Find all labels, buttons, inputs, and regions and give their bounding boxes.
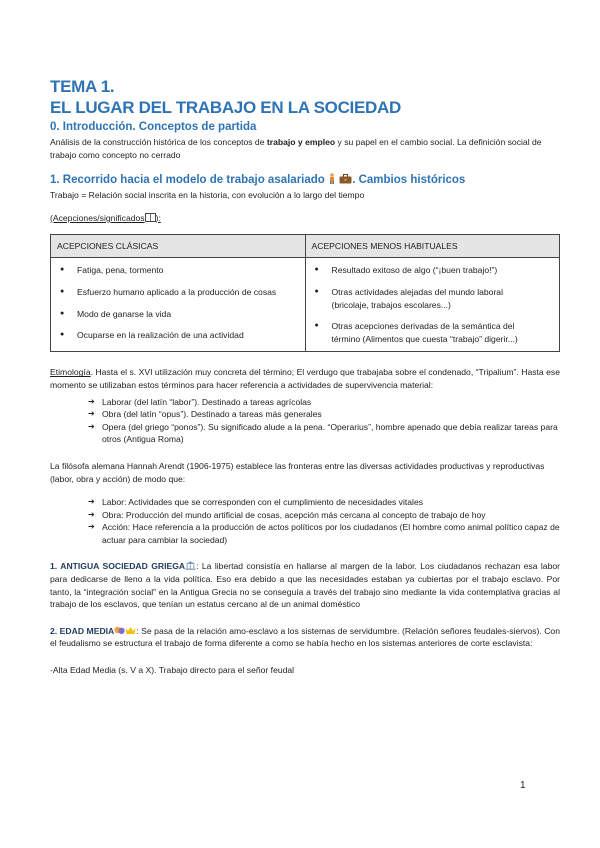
grecia-label: 1. ANTIGUA SOCIEDAD GRIEGA	[50, 561, 186, 572]
briefcase-icon	[339, 174, 352, 184]
alta-edad-media-line: -Alta Edad Media (s. V a X). Trabajo directo para el señor feudal	[50, 665, 295, 676]
crown-icon	[125, 626, 136, 635]
document-page	[50, 76, 560, 677]
less-common-column	[305, 258, 560, 352]
arendt-list	[50, 496, 560, 546]
acepciones-label: (Acepciones/significados ):	[50, 212, 161, 223]
table-header-less-common: ACEPCIONES MENOS HABITUALES	[305, 235, 560, 258]
section-0-heading: 0. Introducción. Conceptos de partida	[50, 121, 257, 133]
section-1-heading: 1. Recorrido hacia el modelo de trabajo asalariado . Cambios históricos	[50, 174, 466, 187]
list-item: ● Resultado exitoso de algo (“¡buen trabajo!”)	[312, 264, 554, 277]
etimologia-paragraph: Etimología. Hasta el s. XVI utilización muy concreta del término; El verdugo que trabajaba sobre el condenado, “Tripalium”. Hasta ese momento se utilizaban estos términos para hacer referencia a actividades de supervivencia material:	[50, 367, 560, 390]
list-item: ➔ Laborar (del latín “labor”). Destinado a tareas agrícolas	[88, 396, 560, 409]
list-item: ● Otras acepciones derivadas de la semántica del término (Alimentos que cuesta “trabajo” digerir...)	[312, 320, 554, 345]
book-icon	[145, 213, 156, 222]
trabajo-definition: Trabajo = Relación social inscrita en la historia, con evolución a lo largo del tiempo	[50, 190, 365, 201]
list-item: ● Esfuerzo humano aplicado a la producción de cosas	[57, 286, 299, 299]
grecia-paragraph: 1. ANTIGUA SOCIEDAD GRIEGA : La libertad consistía en hallarse al margen de la labor. Los ciudadanos rechazan esa labor para dedicarse de lleno a la vida política. Eso era debido a que las necesidades estaban ya cubiertas por el trabajo esclavo. Por tanto, la “integración social” en la Antigua Grecia no se conseguía a través del trabajo sino mediante la vida contemplativa gracias al trabajo de los esclavos, que tenían un estatus cercano al de un animal doméstico	[50, 561, 560, 610]
title-line-1: TEMA 1.	[50, 77, 115, 96]
edad-media-label: 2. EDAD MEDIA	[50, 625, 115, 636]
classic-column	[51, 258, 306, 352]
list-item: ● Fatiga, pena, tormento	[57, 264, 299, 277]
list-item: ➔ Labor: Actividades que se corresponden con el cumplimiento de necesidades vitales	[88, 496, 560, 509]
list-item: ➔ Obra (del latín “opus”). Destinado a tareas más generales	[88, 408, 560, 421]
arendt-paragraph: La filósofa alemana Hannah Arendt (1906-1975) establece las fronteras entre las diversas actividades productivas y reproductivas (labor, obra y acción) de modo que:	[50, 460, 545, 484]
title-line-2: EL LUGAR DEL TRABAJO EN LA SOCIEDAD	[50, 98, 401, 117]
edad-media-paragraph: 2. EDAD MEDIA : Se pasa de la relación amo-esclavo a los sistemas de servidumbre. (Relación señores feudales-siervos). Con el feudalismo se estructura el trabajo de forma diferente a como se había hecho en los sistemas anteriores de corte esclavista:	[50, 625, 560, 649]
etimologia-list	[50, 396, 560, 446]
list-item: ➔ Obra: Producción del mundo artificial de cosas, acepción más cercana al concepto de trabajo de hoy	[88, 509, 560, 522]
acepciones-table	[50, 234, 560, 352]
theater-masks-icon	[114, 626, 125, 635]
list-item: ➔ Acción: Hace referencia a la producción de actos políticos por los ciudadanos (El hombre como animal político capaz de actuar para cambiar la sociedad)	[88, 521, 560, 546]
worker-icon	[328, 173, 336, 184]
list-item: ● Ocuparse en la realización de una actividad	[57, 329, 299, 342]
section-0-text: Análisis de la construcción histórica de los conceptos de trabajo y empleo y su papel en el cambio social. La definición social de trabajo como concepto no cerrado	[50, 137, 542, 160]
list-item: ● Otras actividades alejadas del mundo laboral (bricolaje, trabajos escolares...)	[312, 286, 554, 311]
list-item: ● Modo de ganarse la vida	[57, 308, 299, 321]
table-header-classic: ACEPCIONES CLÁSICAS	[51, 235, 306, 258]
list-item: ➔ Opera (del griego “ponos”). Su significado alude a la pena. “Operarius”, hombre apenado que debía realizar tareas para otros (Antigua Roma)	[88, 421, 560, 446]
page-number: 1	[520, 780, 526, 791]
temple-icon	[185, 561, 196, 570]
bold-terms: trabajo y empleo	[266, 137, 336, 147]
etimologia-label: Etimología	[50, 367, 91, 378]
